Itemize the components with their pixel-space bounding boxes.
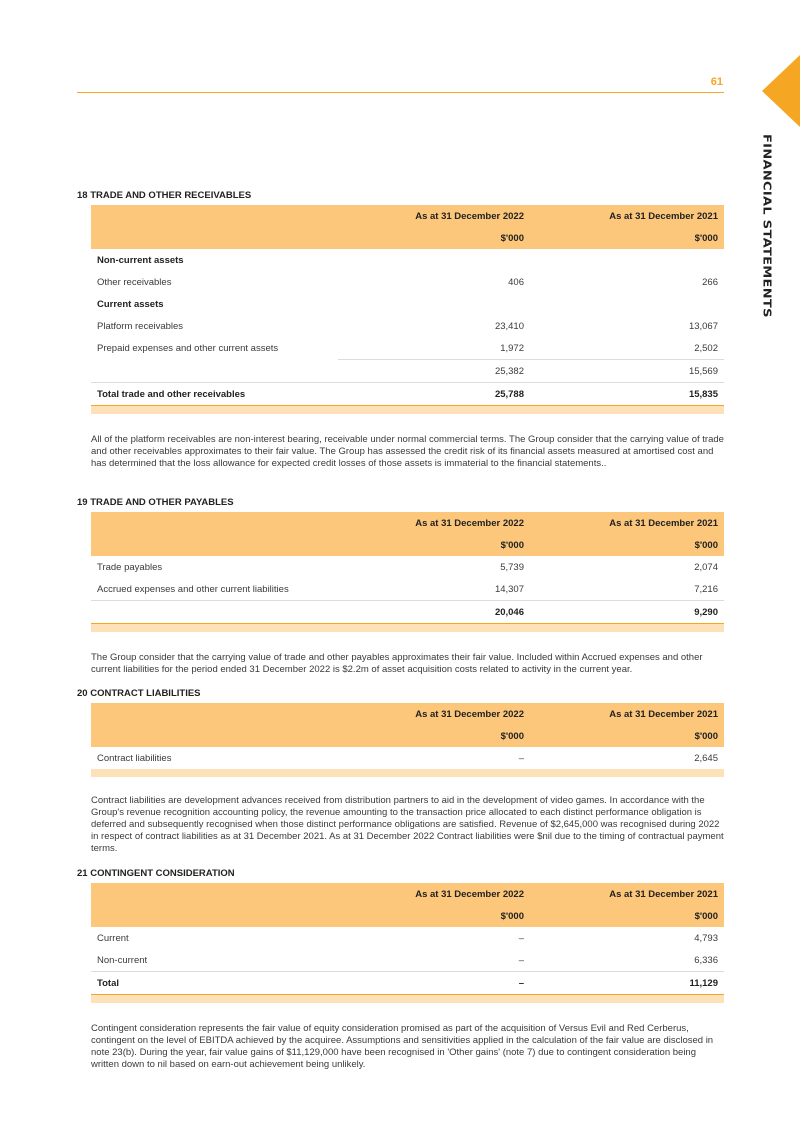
header-blank — [91, 205, 338, 227]
row-label: Current assets — [97, 298, 164, 310]
row-label — [91, 601, 338, 624]
payables-table — [91, 512, 724, 632]
value-2022: 406 — [508, 276, 524, 288]
header-blank — [91, 725, 338, 747]
value-2021: 4,793 — [694, 932, 718, 944]
value-2021: 2,502 — [694, 342, 718, 354]
table-row — [91, 556, 724, 578]
value-2022: 25,382 — [338, 360, 530, 383]
table-footer-band — [91, 995, 724, 1004]
row-label: Total trade and other receivables — [91, 383, 338, 406]
table-footer-band — [91, 624, 724, 633]
col-2022-header: As at 31 December 2022 — [338, 883, 530, 905]
contingent-consideration-table — [91, 883, 724, 1003]
col-2021-header: As at 31 December 2021 — [530, 703, 724, 725]
table-footer-band — [91, 769, 724, 777]
table-row — [91, 337, 724, 360]
receivables-table — [91, 205, 724, 414]
header-blank — [91, 534, 338, 556]
value-2022: 1,972 — [500, 342, 524, 354]
row-label: Non-current assets — [97, 254, 184, 266]
header-rule — [77, 92, 724, 93]
section-20-note: Contract liabilities are development advances received from distribution partners to aid in the development of video games. In accordance with the Group's revenue recognition accounting policy, the revenue amounting to the transaction price allocated to each distinct performance obligation is deferred and subsequently recognised when those distinct performance obligations are satisfied. Revenue of $2,645,000 was recognised during 2022 in respect of contract liabilities as at 31 December 2021. As at 31 December 2022 Contract liabilities were $nil due to the timing of contractual payment terms. — [91, 795, 724, 854]
value-2021: 2,645 — [694, 752, 718, 764]
section-19 — [77, 497, 724, 676]
table-row — [91, 949, 724, 972]
value-2021: 6,336 — [694, 954, 718, 966]
row-label: Trade payables — [97, 561, 163, 573]
header-blank — [91, 703, 338, 725]
header-blank — [91, 883, 338, 905]
col-2022-header: As at 31 December 2022 — [338, 512, 530, 534]
total-row — [91, 972, 724, 995]
table-row — [91, 747, 724, 769]
total-row — [91, 601, 724, 624]
section-21 — [77, 868, 724, 1071]
header-blank — [91, 905, 338, 927]
section-side-label: FINANCIAL STATEMENTS — [760, 134, 773, 318]
col-2022-unit: $'000 — [338, 905, 530, 927]
value-2022: 14,307 — [494, 583, 524, 595]
col-2021-unit: $'000 — [530, 905, 724, 927]
value-2021: 13,067 — [688, 320, 718, 332]
section-20-title: 20 CONTRACT LIABILITIES — [77, 688, 201, 699]
col-2021-unit: $'000 — [530, 725, 724, 747]
table-row — [91, 578, 724, 601]
section-20 — [77, 688, 724, 855]
value-2022: 23,410 — [494, 320, 524, 332]
col-2022-unit: $'000 — [338, 725, 530, 747]
col-2021-unit: $'000 — [530, 227, 724, 249]
value-2021: 15,569 — [530, 360, 724, 383]
section-19-title: 19 TRADE AND OTHER PAYABLES — [77, 497, 234, 508]
subtotal-row — [91, 360, 724, 383]
value-2022: – — [518, 752, 524, 764]
col-2022-unit: $'000 — [338, 534, 530, 556]
value-2021: 9,290 — [530, 601, 724, 624]
value-2022: – — [518, 954, 524, 966]
col-2021-unit: $'000 — [530, 534, 724, 556]
col-2022-header: As at 31 December 2022 — [338, 205, 530, 227]
value-2022: – — [518, 932, 524, 944]
table-row — [91, 315, 724, 337]
col-2022-header: As at 31 December 2022 — [338, 703, 530, 725]
value-2021: 266 — [702, 276, 718, 288]
section-19-note: The Group consider that the carrying value of trade and other payables approximates their fair value. Included within Accrued expenses and other current liabilities for the period ended 31 December 2022 is $2.2m of asset acquisition costs related to activity in the current year. — [91, 652, 703, 675]
value-2021: 2,074 — [694, 561, 718, 573]
value-2022 — [338, 249, 530, 271]
value-2021: 15,835 — [530, 383, 724, 406]
row-label: Contract liabilities — [97, 752, 172, 764]
value-2022: 25,788 — [338, 383, 530, 406]
row-label — [91, 360, 338, 383]
section-21-note: Contingent consideration represents the fair value of equity consideration promised as part of the acquisition of Versus Evil and Red Cerberus, contingent on the level of EBITDA achieved by the acquiree. Assumptions and sensitivities applied in the calculation of the fair value are disclosed in note 23(b). During the year, fair value gains of $11,129,000 have been recognised in 'Other gains' (note 7) due to contingent consideration being written down to nil based on earn-out achievement being unlikely. — [91, 1023, 714, 1070]
value-2021: 11,129 — [530, 972, 724, 995]
table-row — [91, 927, 724, 949]
row-label: Non-current — [97, 954, 148, 966]
col-2021-header: As at 31 December 2021 — [530, 205, 724, 227]
col-2022-unit: $'000 — [338, 227, 530, 249]
section-18-title: 18 TRADE AND OTHER RECEIVABLES — [77, 190, 252, 201]
section-18-note: All of the platform receivables are non-interest bearing, receivable under normal commercial terms. The Group consider that the carrying value of trade and other receivables approximates to their fair value. The Group has assessed the credit risk of its financial assets measured at amortised cost and has determined that the loss allowance for expected credit losses of those assets is immaterial to the financial statements.. — [91, 434, 724, 469]
row-label: Accrued expenses and other current liabilities — [97, 583, 289, 595]
value-2021 — [530, 293, 724, 315]
table-footer-band — [91, 406, 724, 415]
value-2022 — [338, 293, 530, 315]
value-2021 — [530, 249, 724, 271]
section-21-title: 21 CONTINGENT CONSIDERATION — [77, 868, 235, 879]
value-2022: 5,739 — [500, 561, 524, 573]
page-number: 61 — [710, 76, 723, 88]
row-label: Prepaid expenses and other current assets — [97, 342, 279, 354]
value-2021: 7,216 — [694, 583, 718, 595]
header-blank — [91, 512, 338, 534]
row-label: Other receivables — [97, 276, 172, 288]
header-blank — [91, 227, 338, 249]
col-2021-header: As at 31 December 2021 — [530, 512, 724, 534]
value-2022: – — [338, 972, 530, 995]
total-row — [91, 383, 724, 406]
row-label: Total — [91, 972, 338, 995]
corner-tab-decoration — [762, 55, 800, 127]
table-row — [91, 271, 724, 293]
table-row — [91, 293, 724, 315]
row-label: Platform receivables — [97, 320, 184, 332]
row-label: Current — [97, 932, 129, 944]
table-row — [91, 249, 724, 271]
contract-liabilities-table — [91, 703, 724, 777]
col-2021-header: As at 31 December 2021 — [530, 883, 724, 905]
value-2022: 20,046 — [338, 601, 530, 624]
section-18 — [77, 190, 724, 470]
